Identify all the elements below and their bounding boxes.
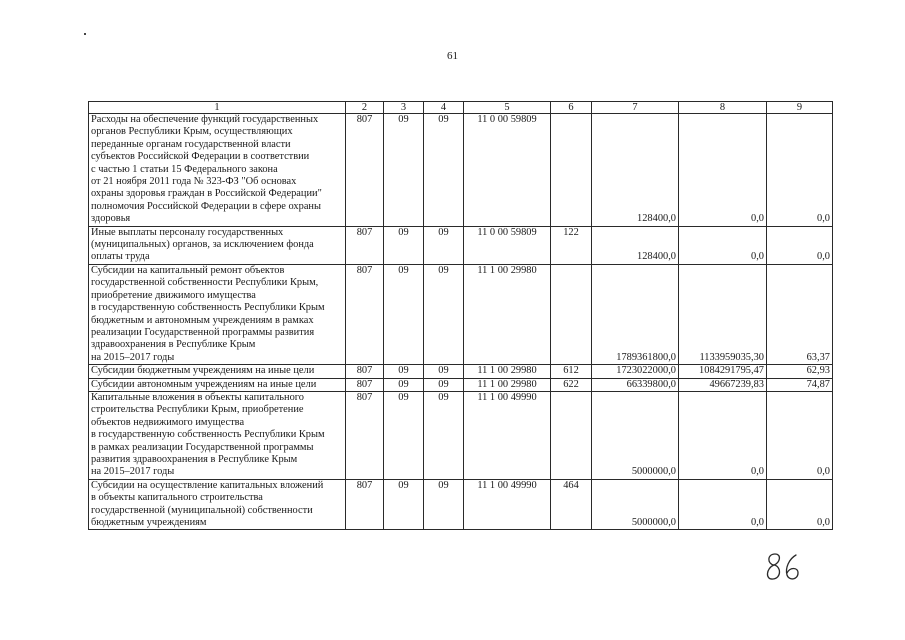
scan-dot xyxy=(84,33,86,35)
cell-percent: 0,0 xyxy=(767,479,833,530)
cell-code: 09 xyxy=(384,226,424,264)
cell-code: 807 xyxy=(346,264,384,364)
column-header: 2 xyxy=(346,102,384,114)
cell-percent: 0,0 xyxy=(767,391,833,479)
cell-code: 807 xyxy=(346,226,384,264)
cell-code: 11 0 00 59809 xyxy=(464,226,551,264)
cell-amount: 49667239,83 xyxy=(679,378,767,391)
cell-percent: 74,87 xyxy=(767,378,833,391)
cell-code: 09 xyxy=(424,114,464,227)
budget-table xyxy=(88,101,833,530)
column-header: 5 xyxy=(464,102,551,114)
table-row xyxy=(89,391,833,479)
cell-code: 09 xyxy=(384,391,424,479)
cell-percent: 0,0 xyxy=(767,114,833,227)
cell-amount: 0,0 xyxy=(679,391,767,479)
column-header: 9 xyxy=(767,102,833,114)
table-row xyxy=(89,378,833,391)
cell-amount: 1723022000,0 xyxy=(592,365,679,378)
column-header: 4 xyxy=(424,102,464,114)
cell-code: 11 1 00 29980 xyxy=(464,365,551,378)
cell-code: 11 1 00 49990 xyxy=(464,479,551,530)
table-header-row xyxy=(89,102,833,114)
cell-code xyxy=(551,391,592,479)
cell-code: 11 0 00 59809 xyxy=(464,114,551,227)
cell-percent: 62,93 xyxy=(767,365,833,378)
table-row xyxy=(89,479,833,530)
cell-code: 09 xyxy=(424,479,464,530)
cell-code: 11 1 00 29980 xyxy=(464,264,551,364)
cell-amount: 0,0 xyxy=(679,226,767,264)
cell-amount: 128400,0 xyxy=(592,226,679,264)
row-name: Субсидии на капитальный ремонт объектов государственной собственности Республики Крым, приобретение движимого имущества в государственную собственность Республики Крым бюджетным и автономным учреждениям в рамках реализации Государственной программы развития здравоохранения в Республике Крым на 2015–2017 годы xyxy=(89,264,346,364)
column-header: 7 xyxy=(592,102,679,114)
cell-amount: 1084291795,47 xyxy=(679,365,767,378)
cell-code: 807 xyxy=(346,378,384,391)
cell-code: 09 xyxy=(384,378,424,391)
cell-code: 09 xyxy=(424,391,464,479)
cell-percent: 63,37 xyxy=(767,264,833,364)
cell-amount: 1133959035,30 xyxy=(679,264,767,364)
cell-code: 122 xyxy=(551,226,592,264)
handwritten-page-mark xyxy=(763,551,803,583)
table-row xyxy=(89,365,833,378)
table-row xyxy=(89,114,833,227)
cell-amount: 0,0 xyxy=(679,114,767,227)
column-header: 6 xyxy=(551,102,592,114)
table-row xyxy=(89,226,833,264)
column-header: 3 xyxy=(384,102,424,114)
column-header: 8 xyxy=(679,102,767,114)
cell-code: 612 xyxy=(551,365,592,378)
cell-code xyxy=(551,114,592,227)
row-name: Субсидии автономным учреждениям на иные цели xyxy=(89,378,346,391)
table-row xyxy=(89,264,833,364)
cell-code: 09 xyxy=(424,226,464,264)
cell-code: 807 xyxy=(346,391,384,479)
page-number: 61 xyxy=(447,50,458,62)
row-name: Иные выплаты персоналу государственных (муниципальных) органов, за исключением фонда оплаты труда xyxy=(89,226,346,264)
row-name: Расходы на обеспечение функций государственных органов Республики Крым, осуществляющих переданные органам государственной власти субъектов Российской Федерации в соответствии с частью 1 статьи 15 Федерального закона от 21 ноября 2011 года № 323-ФЗ "Об основах охраны здоровья граждан в Российской Федерации" полномочия Российской Федерации в сфере охраны здоровья xyxy=(89,114,346,227)
cell-amount: 1789361800,0 xyxy=(592,264,679,364)
cell-code: 807 xyxy=(346,114,384,227)
cell-code: 622 xyxy=(551,378,592,391)
cell-code: 09 xyxy=(424,378,464,391)
cell-percent: 0,0 xyxy=(767,226,833,264)
row-name: Субсидии на осуществление капитальных вложений в объекты капитального строительства государственной (муниципальной) собственности бюджетным учреждениям xyxy=(89,479,346,530)
cell-code: 09 xyxy=(384,264,424,364)
cell-amount: 0,0 xyxy=(679,479,767,530)
cell-amount: 66339800,0 xyxy=(592,378,679,391)
cell-code: 09 xyxy=(424,365,464,378)
cell-code: 11 1 00 29980 xyxy=(464,378,551,391)
cell-code: 807 xyxy=(346,365,384,378)
cell-code: 09 xyxy=(384,114,424,227)
cell-code: 09 xyxy=(384,365,424,378)
cell-code: 464 xyxy=(551,479,592,530)
cell-amount: 128400,0 xyxy=(592,114,679,227)
row-name: Субсидии бюджетным учреждениям на иные цели xyxy=(89,365,346,378)
cell-code xyxy=(551,264,592,364)
cell-code: 807 xyxy=(346,479,384,530)
column-header: 1 xyxy=(89,102,346,114)
cell-amount: 5000000,0 xyxy=(592,391,679,479)
row-name: Капитальные вложения в объекты капитального строительства Республики Крым, приобретение объектов недвижимого имущества в государственную собственность Республики Крым в рамках реализации Государственной программы развития здравоохранения в Республике Крым на 2015–2017 годы xyxy=(89,391,346,479)
cell-code: 11 1 00 49990 xyxy=(464,391,551,479)
cell-code: 09 xyxy=(424,264,464,364)
cell-amount: 5000000,0 xyxy=(592,479,679,530)
cell-code: 09 xyxy=(384,479,424,530)
